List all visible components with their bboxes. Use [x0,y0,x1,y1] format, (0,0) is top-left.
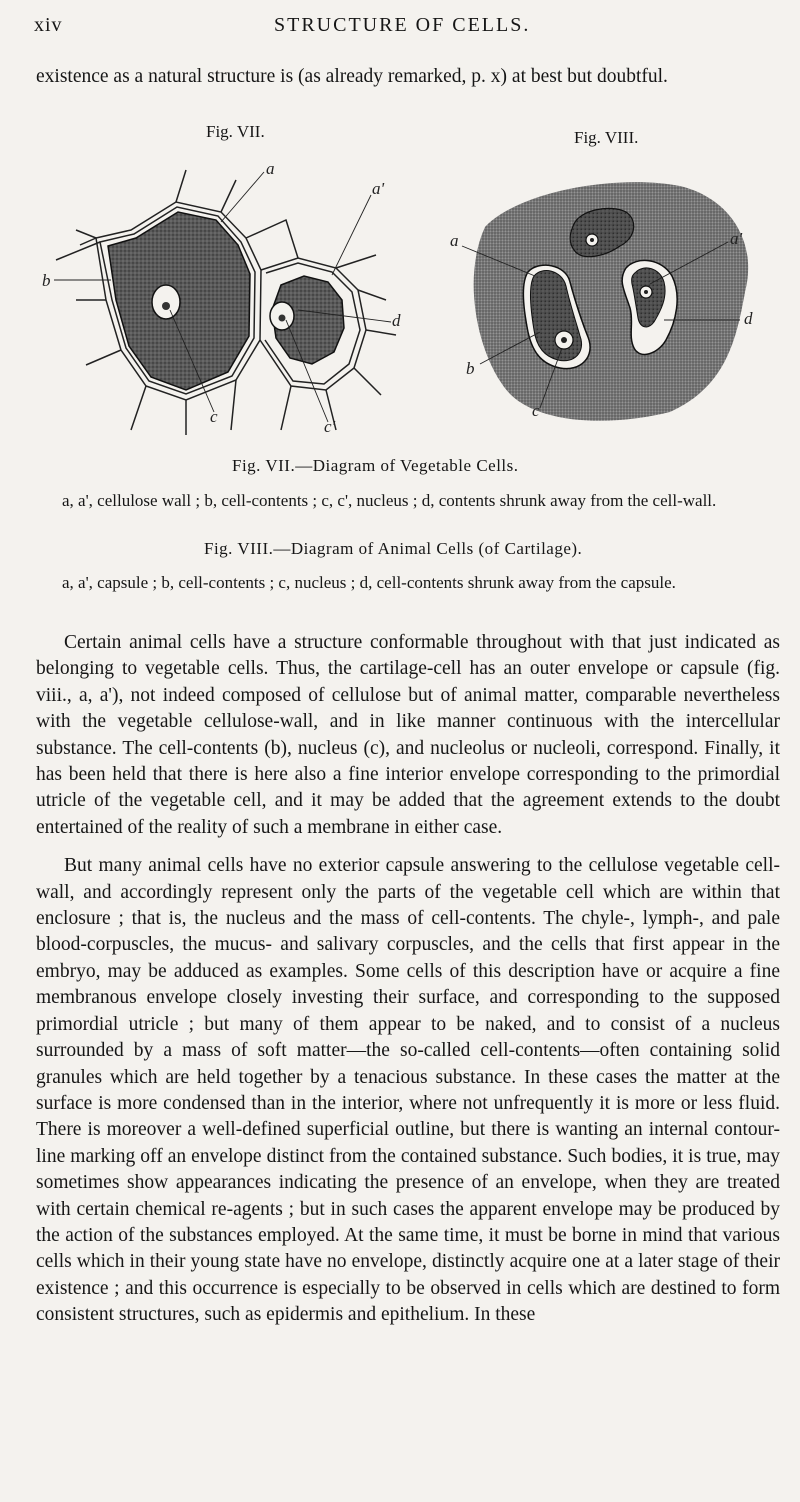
fig7-caption-body: a, a', cellulose wall ; b, cell-contents ; c, c', nucleus ; d, contents shrunk away from the cell-wall. [62,491,717,510]
fig8-caption-body: a, a', capsule ; b, cell-contents ; c, nucleus ; d, cell-contents shrunk away from the capsule. [62,573,676,592]
fig8-letter-d-right: d [744,309,753,328]
fig7-label: Fig. VII. [206,122,265,141]
paragraph-1: Certain animal cells have a structure conformable throughout with that just indicated as belonging to vegetable cells. Thus, the cartilage-cell has an outer envelope or capsule (fig. viii., a, a'), not indeed composed of cellulose but of animal matter, comparable nevertheless with the vegetable cellulose-wall, and in like manner continuous with the intercellular substance. The cell-contents (b), nucleus (c), and nucleolus or nucleoli, correspond. Finally, it has been held that there is here also a fine interior envelope corresponding to the primordial utricle of the vegetable cell, and it may be added that the agreement extends to the doubt entertained of the reality of such a membrane in either case. [36,632,780,838]
fig7-diagram [36,150,416,440]
fig8-caption-title: Fig. VIII.—Diagram of Animal Cells (of Cartilage). [204,539,583,558]
fig7-letter-a: a [266,159,275,178]
fig7-letter-c: c [210,407,218,426]
fig7-letter-d: d [392,311,401,330]
body-text [36,630,780,1329]
fig8-letter-a-prime: a' [730,229,743,248]
fig8-diagram [440,172,780,432]
intro-text: existence as a natural structure is (as already remarked, p. x) at best but doubtful. [36,66,668,87]
fig7-letter-a-prime: a' [372,179,385,198]
running-title: STRUCTURE OF CELLS. [274,14,531,36]
fig7-letter-b: b [42,271,51,290]
fig8-letter-b: b [466,359,475,378]
page-header [34,14,776,44]
fig7-letter-c-prime: c' [324,417,336,436]
paragraph-2: But many animal cells have no exterior capsule answering to the cellulose vegetable cell-wall, and accordingly represent only the parts of the vegetable cell which are within that enclosure ; that is, the nucleus and the mass of cell-contents. The chyle-, lymph-, and pale blood-corpuscles, the mucus- and salivary corpuscles, and the cells that first appear in the embryo, may be adduced as examples. Some cells of this description have or acquire a fine membranous envelope closely investing their surface, and corresponding to the supposed primordial utricle ; but many of them appear to be naked, and to consist of a nucleus surrounded by a mass of soft matter—the so-called cell-contents—often containing solid granules which are held together by a tenacious substance. In these cases the matter at the surface is more condensed than in the interior, where not unfrequently it is more or less fluid. There is moreover a well-defined superficial outline, but there is wanting an internal contour-line marking off an envelope distinct from the contained substance. Such bodies, it is true, may sometimes show appearances indicating the presence of an envelope, when they are treated with certain chemical re-agents ; but in such cases the apparent envelope may be produced by the action of the substances employed. At the same time, it must be borne in mind that various cells which in their young state have no envelope, distinctly acquire one at a later stage of their existence ; and this occurrence is especially to be observed in cells which are destined to form consistent structures, such as epidermis and epithelium. In these [36,855,780,1326]
fig8-letter-c: c [532,401,540,420]
fig8-label: Fig. VIII. [574,128,639,147]
fig7-caption-title: Fig. VII.—Diagram of Vegetable Cells. [232,456,519,475]
page-number: xiv [34,14,63,36]
fig8-letter-a: a [450,231,459,250]
